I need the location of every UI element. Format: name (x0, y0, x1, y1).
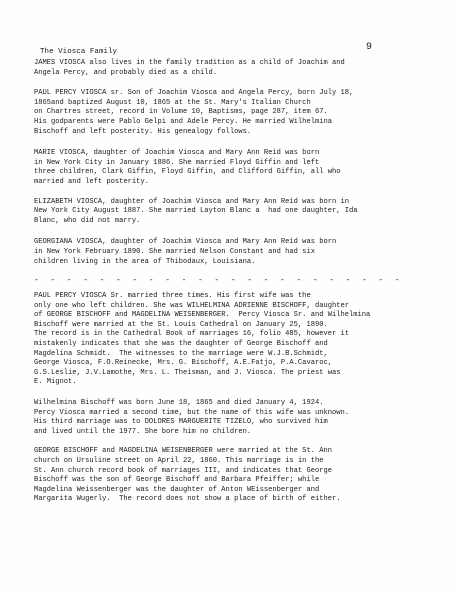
paragraph-wilhelmina-bischoff (34, 399, 439, 437)
text-line: in New York February 1890. She married Nelson Constant and had six (34, 247, 315, 256)
text-line: in New York City in January 1886. She married Floyd Giffin and left (34, 158, 320, 167)
text-line: three children, Clark Giffin, Floyd Giffin, and Clifford Giffin, all who (34, 168, 341, 177)
text-line: G.S.Leslie, J.V.Lamothe, Mrs. L. Theisman, and J. Viosca. The priest was (34, 368, 341, 377)
text-line: E. Mignot. (34, 378, 77, 387)
text-line: Blanc, who did not marry. (34, 216, 141, 225)
text-line: mistakenly indicates that she was the daughter of George Bischoff and (34, 340, 328, 349)
document-body (34, 59, 439, 515)
page-number: 9 (366, 42, 373, 53)
text-line: Angela Percy, and probably died as a child. (34, 68, 218, 77)
text-line: George Viosca, F.O.Reinecke, Mrs. G. Bischoff, A.E.Fatjo, P.A.Cavaroc, (34, 359, 332, 368)
text-line: children living in the area of Thibodaux, Louisiana. (34, 257, 256, 266)
text-line: Bischoff were married at the St. Louis Cathedral on January 25, 1890. (34, 320, 328, 329)
section-divider: - - - - - - - - - - - - - - - - - - - - - - - (34, 276, 404, 286)
text-line: JAMES VIOSCA also lives in the family tradition as a child of Joachim and (34, 59, 345, 67)
text-line: GEORGIANA VIOSCA, daughter of Joachim Viosca and Mary Ann Reid was born (34, 238, 337, 247)
text-line: on Chartres street, record in Volume 10, Baptisms, page 287, item 67. (34, 108, 328, 117)
paragraph-elizabeth-viosca (34, 198, 439, 227)
text-line: only one who left children. She was WILHELMINA ADRIENNE BISCHOFF, daughter (34, 301, 350, 310)
paragraph-james-viosca (34, 59, 439, 78)
text-line: PAUL PERCY VIOSCA Sr. married three times. His first wife was the (34, 292, 311, 301)
text-line: church on Ursuline street on April 22, 1860. This marriage is in the (34, 457, 324, 465)
text-line: PAUL PERCY VIOSCA sr. Son of Joachim Viosca and Angela Percy, born July 18, (34, 89, 354, 98)
paragraph-george-bischoff (34, 447, 439, 505)
text-line: Margarita Wugerly. The record does not show a place of birth of either. (34, 495, 341, 504)
text-line: Magdelina Schmidt. The witnesses to the marriage were W.J.B.Schmidt, (34, 349, 328, 358)
text-line: St. Ann church record book of marriages III, and indicates that George (34, 466, 332, 475)
text-line: and lived until the 1977. She bore him no children. (34, 427, 252, 436)
text-line: His third marriage was to DOLORES MARGUERITE TIZELO, who survived him (34, 418, 328, 427)
text-line: Wilhelmina Bischoff was born June 18, 1865 and died January 4, 1924. (34, 399, 324, 408)
text-line: The record is in the Cathedral Book of marriages 16, folio 485, however it (34, 330, 350, 339)
paragraph-paul-percy-marriages (34, 292, 439, 388)
text-line: ELIZABETH VIOSCA, daughter of Joachim Viosca and Mary Ann Reid was born in (34, 197, 350, 206)
paragraph-marie-viosca (34, 149, 439, 187)
text-line: 1865and baptized August 10, 1865 at the St. Mary's Italian Church (34, 98, 311, 107)
text-line: MARIE VIOSCA, daughter of Joachim Viosca and Mary Ann Reid was born (34, 149, 320, 158)
paragraph-paul-percy-viosca (34, 89, 439, 137)
paragraph-georgiana-viosca (34, 238, 439, 267)
text-line: married and left posterity. (34, 177, 149, 186)
text-line: New York City August 1887. She married Layton Blanc a had one daughter, Ida (34, 207, 358, 216)
text-line: of GEORGE BISCHOFF and MAGDELINA WEISENBERGER. Percy Viosca Sr. and Wilhelmina (34, 311, 371, 320)
text-line: GEORGE BISCHOFF and MAGDELINA WEISENBERGER were married at the St. Ann (34, 447, 332, 456)
text-line: His godparents were Pablo Gelpi and Adele Percy. He married Wilhelmina (34, 117, 332, 126)
text-line: Bischoff was the son of George Bischoff and Barbara Pfeiffer; while (34, 476, 320, 485)
text-line: Percy Viosca married a second time, but the name of this wife was unknown. (34, 408, 350, 417)
text-line: Magdelina Weissenberger was the daughter of Anton WEissenberger and (34, 485, 320, 494)
document-title: The Viosca Family (40, 48, 118, 56)
text-line: Bischoff and left posterity. His genealogy follows. (34, 127, 252, 136)
